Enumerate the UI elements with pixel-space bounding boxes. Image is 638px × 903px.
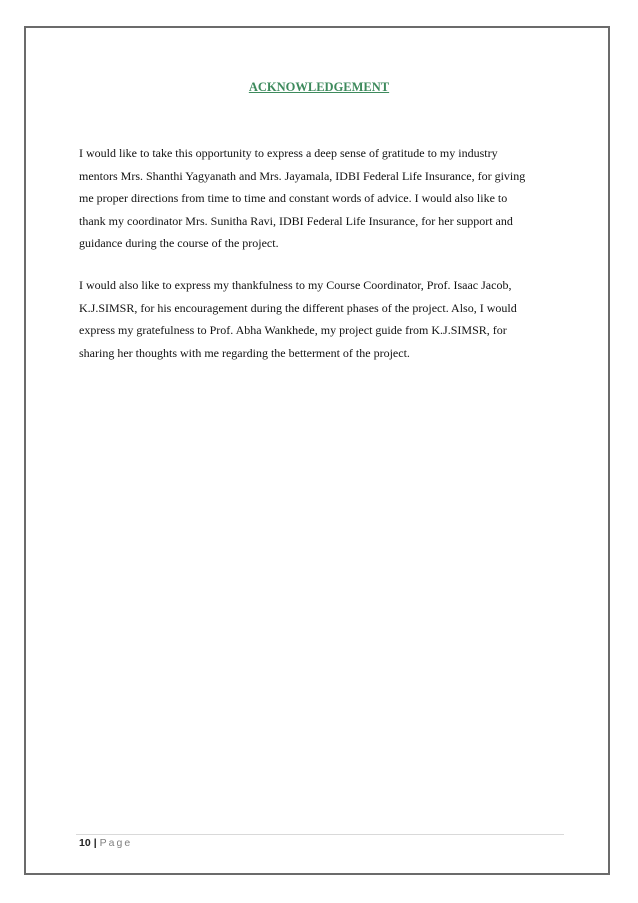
paragraph-line: express my gratefulness to Prof. Abha Wankhede, my project guide from K.J.SIMSR, for [79,323,507,337]
footer-divider [76,834,564,835]
paragraph-line: I would also like to express my thankfulness to my Course Coordinator, Prof. Isaac Jacob, [79,278,512,292]
paragraph-line: me proper directions from time to time and constant words of advice. I would also like to [79,191,508,205]
page-title: ACKNOWLEDGEMENT [248,80,390,94]
paragraph-line: I would like to take this opportunity to express a deep sense of gratitude to my industry [79,146,498,160]
paragraph-line: guidance during the course of the project. [79,236,279,250]
paragraph-line: K.J.SIMSR, for his encouragement during the different phases of the project. Also, I would [79,300,517,315]
paragraph-line: sharing her thoughts with me regarding the betterment of the project. [79,345,410,360]
paragraph-line: thank my coordinator Mrs. Sunitha Ravi, IDBI Federal Life Insurance, for her support and [79,213,513,228]
paragraph-line: mentors Mrs. Shanthi Yagyanath and Mrs. Jayamala, IDBI Federal Life Insurance, for giving [79,168,526,183]
page-label: Page [99,837,133,849]
page-footer [79,837,132,849]
paragraph-1 [79,142,559,255]
footer-separator: | [93,837,97,849]
paragraph-2 [79,274,559,364]
page-number: 10 [79,837,91,849]
